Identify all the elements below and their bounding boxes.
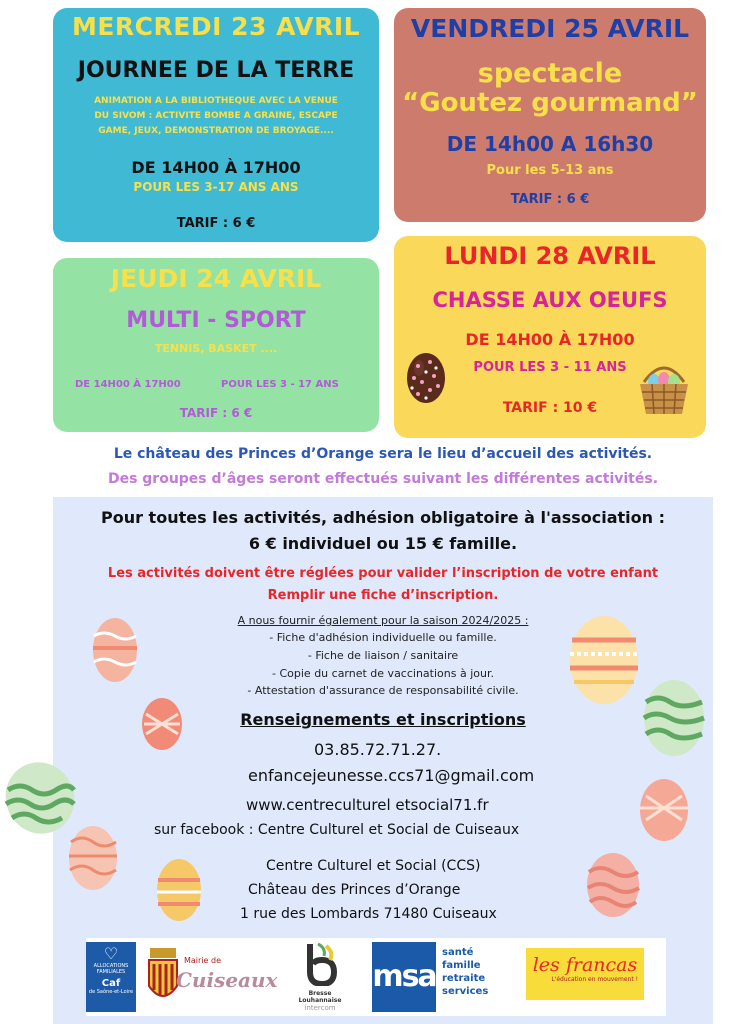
wednesday-hours: DE 14H00 À 17H00 (131, 158, 301, 177)
bl-mark-icon (300, 942, 340, 986)
chocolate-egg-icon (404, 348, 448, 404)
wednesday-desc-line2: DU SIVOM : ACTIVITE BOMBE A GRAINE, ESCAPE (94, 111, 338, 121)
friday-date: VENDREDI 25 AVRIL (410, 14, 690, 43)
address-line2: Château des Princes d’Orange (248, 882, 461, 898)
friday-hours: DE 14h00 A 16h30 (446, 132, 654, 156)
easter-egg-icon (90, 614, 140, 684)
msa-service-item: retraite (442, 973, 486, 984)
groups-note: Des groupes d’âges seront effectués suivant les différentes activités. (107, 471, 659, 487)
registration-form-note: Remplir une fiche d’inscription. (267, 588, 499, 603)
card-monday (394, 236, 706, 438)
card-thursday (53, 258, 379, 432)
document-item: - Fiche d'adhésion individuelle ou famille. (269, 631, 497, 644)
easter-egg-icon (154, 856, 204, 924)
msa-service-item: santé (442, 947, 474, 958)
contact-heading: Renseignements et inscriptions (240, 710, 526, 729)
easter-egg-icon (66, 822, 120, 892)
msa-logo (372, 942, 436, 1012)
wednesday-ages: POUR LES 3-17 ANS ANS (133, 180, 299, 194)
address-line3: 1 rue des Lombards 71480 Cuiseaux (240, 906, 497, 922)
monday-title: CHASSE AUX OEUFS (432, 288, 668, 312)
document-item: - Copie du carnet de vaccinations à jour. (272, 667, 494, 680)
msa-service-item: services (442, 986, 489, 997)
easter-egg-icon (584, 850, 642, 920)
contact-phone[interactable]: 03.85.72.71.27. (314, 740, 442, 759)
caf-family-icon: ♡ (103, 944, 119, 963)
caf-line3: de Saône-et-Loire (88, 989, 134, 995)
caf-logo (86, 942, 136, 1012)
msa-service-item: famille (442, 960, 481, 971)
monday-ages: POUR LES 3 - 11 ANS (473, 360, 627, 375)
bl-name: Bresse Louhannaise (298, 990, 342, 1004)
friday-price: TARIF : 6 € (510, 192, 590, 207)
documents-heading: A nous fournir également pour la saison 2024/2025 : (237, 614, 529, 627)
mairie-big: Cuiseaux (176, 968, 278, 992)
membership-line1: Pour toutes les activités, adhésion obligatoire à l'association : (100, 508, 665, 527)
friday-ages: Pour les 5-13 ans (486, 163, 614, 178)
mairie-small: Mairie de (184, 956, 222, 965)
msa-services (442, 942, 512, 1012)
bl-sub: intercom (304, 1004, 336, 1012)
monday-hours: DE 14H00 À 17H00 (465, 330, 635, 349)
thursday-date: JEUDI 24 AVRIL (110, 264, 322, 293)
wednesday-desc-line3: GAME, JEUX, DEMONSTRATION DE BROYAGE.... (98, 126, 334, 136)
easter-egg-icon (636, 776, 692, 844)
document-item: - Attestation d'assurance de responsabilité civile. (247, 684, 519, 697)
wednesday-date: MERCREDI 23 AVRIL (71, 12, 361, 41)
card-friday (394, 8, 706, 222)
caf-line2: FAMILIALES (96, 969, 126, 975)
wednesday-price: TARIF : 6 € (176, 216, 256, 231)
mairie-cuiseaux-logo (144, 942, 278, 1012)
partner-logos (86, 938, 666, 1016)
contact-facebook[interactable]: sur facebook : Centre Culturel et Social de Cuiseaux (154, 822, 520, 838)
francas-logo (526, 948, 644, 1000)
francas-tagline: L'éducation en mouvement ! (551, 976, 638, 983)
friday-title-line2: “Goutez gourmand” (402, 88, 698, 118)
membership-line2: 6 € individuel ou 15 € famille. (248, 534, 518, 553)
friday-title-line1: spectacle (477, 58, 623, 89)
document-item: - Fiche de liaison / sanitaire (307, 649, 459, 662)
card-wednesday (53, 8, 379, 242)
location-note: Le château des Princes d’Orange sera le lieu d’accueil des activités. (113, 446, 653, 462)
caf-line1: ALLOCATIONS (93, 963, 129, 969)
msa-letters: msa (372, 959, 436, 994)
thursday-hours: DE 14H00 À 17H00 (75, 379, 181, 390)
egg-basket-icon (636, 360, 692, 418)
contact-website[interactable]: www.centreculturel etsocial71.fr (246, 796, 489, 814)
thursday-subtitle: TENNIS, BASKET .... (154, 342, 278, 355)
address-line1: Centre Culturel et Social (CCS) (266, 858, 481, 874)
thursday-title: MULTI - SPORT (126, 308, 306, 333)
francas-name: les francas (532, 954, 638, 976)
thursday-price: TARIF : 6 € (179, 406, 253, 420)
crest-icon (146, 946, 180, 1008)
caf-short: Caf (101, 978, 121, 989)
easter-egg-icon (640, 676, 708, 760)
payment-warning: Les activités doivent être réglées pour valider l’inscription de votre enfant (107, 566, 659, 581)
monday-date: LUNDI 28 AVRIL (444, 242, 656, 270)
thursday-ages: POUR LES 3 - 17 ANS (221, 379, 339, 390)
wednesday-desc-line1: ANIMATION A LA BIBLIOTHEQUE AVEC LA VENUE (94, 96, 338, 106)
wednesday-description (53, 94, 379, 139)
contact-email[interactable]: enfancejeunesse.ccs71@gmail.com (248, 766, 535, 785)
bresse-louhannaise-logo (288, 942, 352, 1012)
monday-price: TARIF : 10 € (502, 400, 598, 416)
wednesday-title: JOURNEE DE LA TERRE (77, 58, 355, 83)
